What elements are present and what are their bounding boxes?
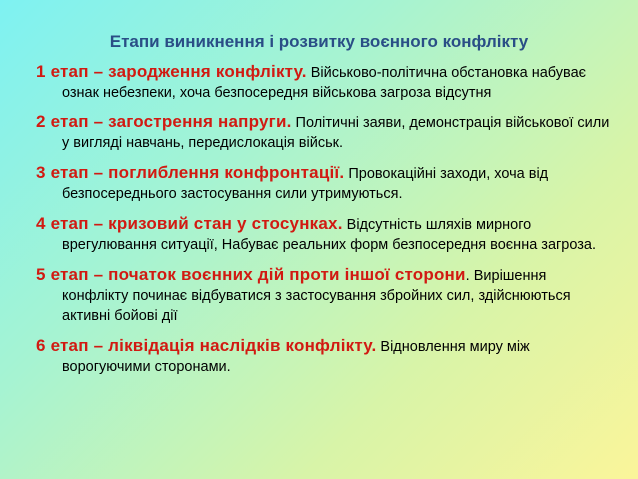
stage-item-5: [36, 265, 616, 326]
stage-item-6: [36, 336, 616, 377]
stage-description: Відсутність шляхів мирного врегулювання ситуації, Набуває реальних форм безпосередня воєнна загроза.: [62, 217, 597, 253]
stage-item-4: [36, 214, 616, 255]
stage-list: [36, 62, 616, 387]
stage-heading: 3 етап – поглиблення конфронтації.: [36, 163, 345, 182]
stage-description: Провокаційні заходи, хоча від безпосереднього застосування сили утримуються.: [62, 166, 549, 202]
stage-heading: 5 етап – початок воєнних дій проти іншої сторони: [36, 265, 466, 284]
stage-heading: 1 етап – зародження конфлікту.: [36, 62, 307, 81]
stage-item-3: [36, 163, 616, 204]
stage-heading: 4 етап – кризовий стан у стосунках.: [36, 214, 343, 233]
stage-description: Відновлення миру між ворогуючими сторонами.: [62, 339, 530, 375]
slide-title: Етапи виникнення і розвитку воєнного конфлікту: [109, 32, 529, 51]
stage-item-2: [36, 112, 616, 153]
stage-item-1: [36, 62, 616, 103]
stage-description: Політичні заяви, демонстрація військової сили у вигляді навчань, передислокація військ.: [62, 115, 610, 151]
stage-description: Військово-політична обстановка набуває ознак небезпеки, хоча безпосередня військова загроза відсутня: [62, 65, 587, 101]
stage-description: . Вирішення конфлікту починає відбуватися з застосування збройних сил, здійснюються активні бойові дії: [62, 268, 571, 324]
stage-heading: 2 етап – загострення напруги.: [36, 112, 292, 131]
stage-heading: 6 етап – ліквідація наслідків конфлікту.: [36, 336, 377, 355]
